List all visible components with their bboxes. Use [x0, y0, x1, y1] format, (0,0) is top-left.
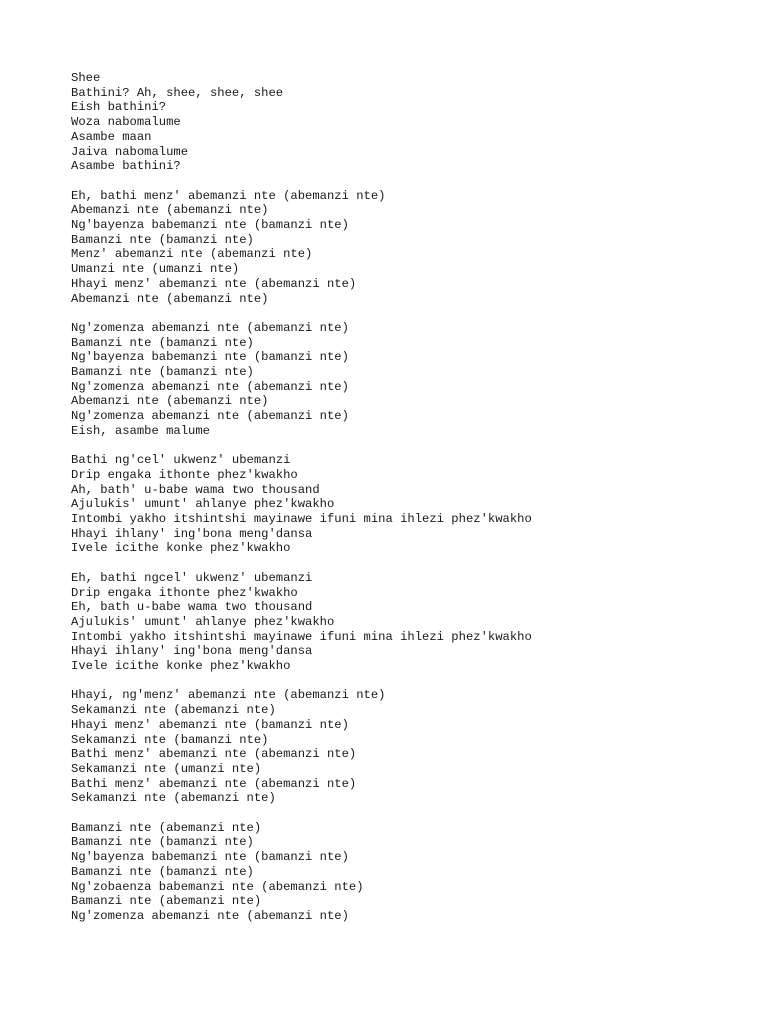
lyric-line: Ng'zomenza abemanzi nte (abemanzi nte): [71, 379, 349, 394]
lyrics-document: [71, 71, 751, 938]
lyric-line: Umanzi nte (umanzi nte): [71, 262, 240, 277]
lyric-line: Eh, bathi ngcel' ukwenz' ubemanzi: [71, 570, 313, 585]
lyric-line: Sekamanzi nte (abemanzi nte): [71, 703, 276, 718]
lyric-line: Bathi menz' abemanzi nte (abemanzi nte): [71, 776, 357, 791]
lyric-line: Ng'bayenza babemanzi nte (bamanzi nte): [71, 350, 349, 365]
lyric-line: Bamanzi nte (abemanzi nte): [71, 894, 262, 909]
lyric-line: Ng'zomenza abemanzi nte (abemanzi nte): [71, 409, 349, 424]
lyric-line: Eh, bathi menz' abemanzi nte (abemanzi nte): [71, 188, 386, 203]
lyric-line: Bathi menz' abemanzi nte (abemanzi nte): [71, 747, 357, 762]
lyric-line: Drip engaka ithonte phez'kwakho: [71, 585, 298, 600]
lyric-line: Eish, asambe malume: [71, 423, 210, 438]
lyric-line: Ivele icithe konke phez'kwakho: [71, 659, 291, 674]
lyric-line: Shee: [71, 71, 101, 85]
lyric-line: Ajulukis' umunt' ahlanye phez'kwakho: [71, 614, 335, 629]
stanza-1: [71, 71, 751, 174]
lyric-line: Hhayi menz' abemanzi nte (abemanzi nte): [71, 276, 357, 291]
lyric-line: Ng'zobaenza babemanzi nte (abemanzi nte): [71, 879, 364, 894]
stanza-3: [71, 321, 751, 439]
stanza-5: [71, 571, 751, 674]
lyric-line: Abemanzi nte (abemanzi nte): [71, 203, 269, 218]
lyric-line: Jaiva nabomalume: [71, 144, 189, 159]
lyric-line: Bamanzi nte (bamanzi nte): [71, 835, 254, 850]
lyric-line: Hhayi ihlany' ing'bona meng'dansa: [71, 644, 313, 659]
stanza-7: [71, 821, 751, 924]
lyric-line: Sekamanzi nte (umanzi nte): [71, 761, 262, 776]
lyric-line: Abemanzi nte (abemanzi nte): [71, 291, 269, 306]
lyric-line: Intombi yakho itshintshi mayinawe ifuni mina ihlezi phez'kwakho: [71, 629, 532, 644]
lyric-line: Bamanzi nte (abemanzi nte): [71, 820, 262, 835]
lyric-line: Hhayi, ng'menz' abemanzi nte (abemanzi nte): [71, 688, 386, 703]
lyric-line: Ivele icithe konke phez'kwakho: [71, 541, 291, 556]
lyric-line: Sekamanzi nte (abemanzi nte): [71, 791, 276, 806]
lyric-line: Intombi yakho itshintshi mayinawe ifuni mina ihlezi phez'kwakho: [71, 512, 532, 527]
lyric-line: Sekamanzi nte (bamanzi nte): [71, 732, 269, 747]
stanza-4: [71, 453, 751, 556]
lyric-line: Bathini? Ah, shee, shee, shee: [71, 85, 284, 100]
stanza-2: [71, 189, 751, 307]
lyric-line: Bamanzi nte (bamanzi nte): [71, 365, 254, 380]
lyric-line: Hhayi menz' abemanzi nte (bamanzi nte): [71, 717, 349, 732]
stanza-6: [71, 688, 751, 806]
lyric-line: Bamanzi nte (bamanzi nte): [71, 864, 254, 879]
lyric-line: Eh, bath u-babe wama two thousand: [71, 600, 313, 615]
lyric-line: Asambe bathini?: [71, 159, 181, 174]
lyric-line: Bamanzi nte (bamanzi nte): [71, 335, 254, 350]
lyric-line: Bathi ng'cel' ukwenz' ubemanzi: [71, 453, 291, 468]
lyric-line: Abemanzi nte (abemanzi nte): [71, 394, 269, 409]
lyric-line: Ng'zomenza abemanzi nte (abemanzi nte): [71, 908, 349, 923]
lyric-line: Ah, bath' u-babe wama two thousand: [71, 482, 320, 497]
lyric-line: Ajulukis' umunt' ahlanye phez'kwakho: [71, 497, 335, 512]
lyric-line: Bamanzi nte (bamanzi nte): [71, 232, 254, 247]
lyric-line: Menz' abemanzi nte (abemanzi nte): [71, 247, 313, 262]
lyric-line: Hhayi ihlany' ing'bona meng'dansa: [71, 526, 313, 541]
lyric-line: Eish bathini?: [71, 100, 167, 115]
lyric-line: Ng'zomenza abemanzi nte (abemanzi nte): [71, 320, 349, 335]
lyric-line: Ng'bayenza babemanzi nte (bamanzi nte): [71, 218, 349, 233]
lyric-line: Drip engaka ithonte phez'kwakho: [71, 467, 298, 482]
lyric-line: Woza nabomalume: [71, 115, 181, 130]
lyric-line: Ng'bayenza babemanzi nte (bamanzi nte): [71, 850, 349, 865]
lyric-line: Asambe maan: [71, 129, 152, 144]
